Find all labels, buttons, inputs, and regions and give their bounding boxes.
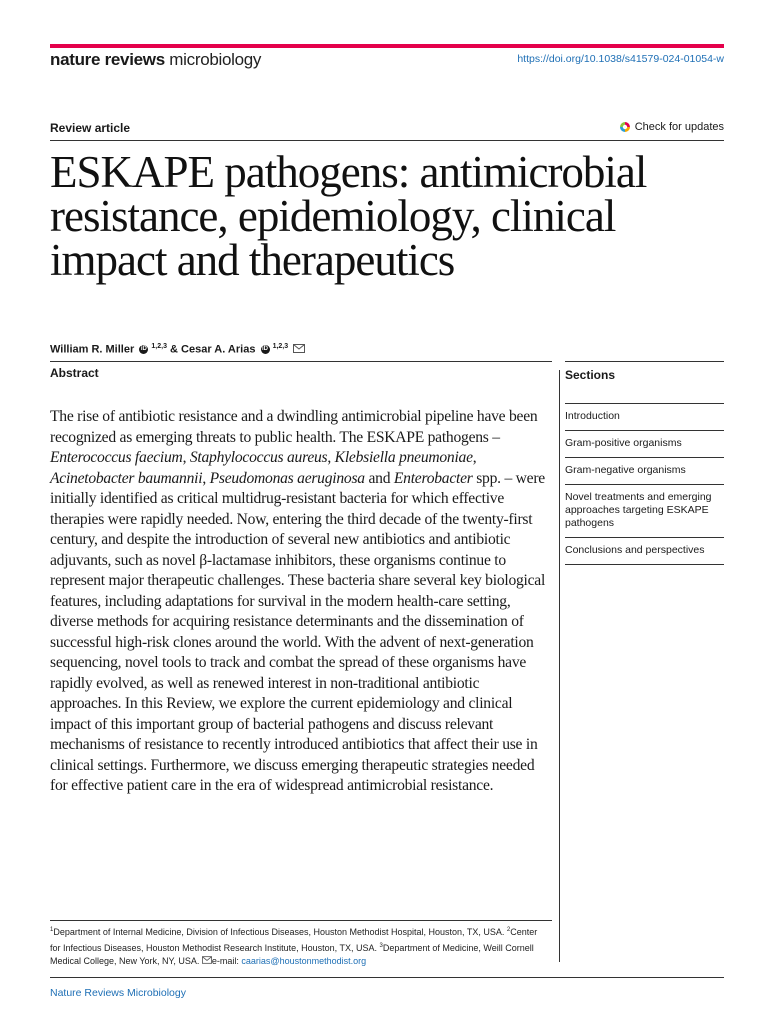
author-separator: & [170,343,178,356]
species-name: Klebsiella pneumoniae [334,449,473,466]
abstract-segment: and [364,469,394,487]
footer-divider [50,977,724,978]
abstract-text: The rise of antibiotic resistance and a dwindling antimicrobial pipeline have been recognized as emerging threats to public health. The ESKAPE pathogens – Enterococcus faecium, Staphylococcus aureus, Klebsiella pneumoniae, Acinetobacter baumannii, Pseudomonas aeruginosa and Enterobacter spp. – were initially identified as critical multidrug-resistant bacteria for which effective therapies were rapidly needed. Now, entering the third decade of the twenty-first century, and despite the introduction of several new antibiotics and antibiotic adjuvants, such as novel β-lactamase inhibitors, these organisms continue to represent major therapeutic challenges. These bacteria share several key biological features, including adaptations for survival in the modern health-care setting, diverse methods for acquiring resistance determinants and the dissemination of successful high-risk clones around the world. With the advent of next-generation sequencing, novel tools to track and combat the spread of these organisms have rapidly evolved, as well as renewed interest in non-traditional antibiotic approaches. In this Review, we explore the current epidemiology and clinical impact of this important group of bacterial pathogens and discuss relevant mechanisms of resistance to recently introduced antibiotics that affect their use in clinical settings. Furthermore, we discuss emerging therapeutic strategies needed for effective patient care in the era of widespread antimicrobial resistance. [50,408,546,794]
abstract-segment: The rise of antibiotic resistance and a dwindling antimicrobial pipeline have been recognized as emerging threats to public health. The ESKAPE pathogens – [50,408,538,446]
journal-accent-bar [50,44,724,48]
journal-logo[interactable] [50,50,261,70]
species-name: Acinetobacter baumannii [50,469,203,487]
author-list [50,343,305,356]
check-updates-label: Check for updates [634,121,724,133]
article-title: ESKAPE pathogens: antimicrobial resistance, epidemiology, clinical impact and therapeutics [50,147,647,285]
header-divider [50,140,724,141]
author-name[interactable]: William R. Miller [50,343,135,356]
affiliation-text: Center for Infectious Diseases, Houston Methodist Research Institute, Houston, TX, USA. [50,927,538,953]
author-name[interactable]: Cesar A. Arias [181,343,256,356]
journal-name-light: microbiology [169,50,262,69]
affiliation-number: 3 [379,942,383,949]
section-link-conclusions[interactable]: Conclusions and perspectives [565,537,724,565]
column-divider [559,370,560,962]
species-name: Pseudomonas aeruginosa [209,469,365,487]
orcid-icon[interactable]: iD [140,346,147,353]
check-updates-icon [619,121,631,133]
article-type: Review article [50,121,131,135]
sections-nav [565,403,724,565]
species-name: Enterobacter [393,469,473,487]
affiliation-text: Department of Internal Medicine, Division of Infectious Diseases, Houston Methodist Hospital, Houston, TX, USA. [53,927,507,937]
section-link-introduction[interactable]: Introduction [565,403,724,430]
doi-link[interactable]: https://doi.org/10.1038/s41579-024-01054-w [517,53,724,65]
sections-divider [565,361,724,362]
check-updates-button[interactable] [619,121,724,133]
orcid-icon[interactable]: iD [262,346,268,353]
section-link-gram-negative[interactable]: Gram-negative organisms [565,457,724,484]
section-link-novel-treatments[interactable]: Novel treatments and emerging approaches targeting ESKAPE pathogens [565,484,724,537]
mail-icon[interactable] [293,344,305,356]
affiliations-footnote [50,924,550,969]
affiliation-number: 2 [506,927,511,933]
author-affiliation: 1,2,3 [151,343,167,350]
sections-heading: Sections [565,368,616,382]
email-label: e-mail: [211,956,242,966]
footnote-divider [50,920,552,921]
abstract-heading: Abstract [50,366,99,380]
abstract-segment: spp. – were initially identified as critical multidrug-resistant bacteria for which effective therapies were rapidly needed. Now, entering the third decade of the twenty-first century, and despite the introduction of several new antibiotics and antibiotic adjuvants, such as novel β-lactamase inhibitors, these organisms continue to represent major therapeutic challenges. These bacteria share several key biological features, including adaptations for survival in the modern health-care setting, diverse methods for acquiring resistance determinants and the dissemination of successful high-risk clones around the world. With the advent of next-generation sequencing, novel tools to track and combat the spread of these organisms have rapidly evolved, as well as renewed interest in non-traditional antibiotic approaches. In this Review, we explore the current epidemiology and clinical impact of this important group of bacterial pathogens and discuss relevant mechanisms of resistance to recently introduced antibiotics that affect their use in clinical settings. Furthermore, we discuss emerging therapeutic strategies needed for effective patient care in the era of widespread antimicrobial resistance. [50,469,546,794]
species-name: Enterococcus faecium [50,449,183,466]
mail-icon [202,956,212,966]
journal-name-bold: nature reviews [50,50,165,69]
section-link-gram-positive[interactable]: Gram-positive organisms [565,430,724,457]
email-link[interactable]: caarias@houstonmethodist.org [241,956,367,966]
abstract-divider [50,361,552,362]
author-affiliation: 1,2,3 [272,343,289,350]
affiliation-text: Department of Medicine, Weill Cornell Medical College, New York, NY, USA. [50,942,534,966]
footer-journal-name[interactable]: Nature Reviews Microbiology [50,987,186,999]
affiliation-number: 1 [50,927,54,933]
species-name: Staphylococcus aureus [189,449,328,466]
